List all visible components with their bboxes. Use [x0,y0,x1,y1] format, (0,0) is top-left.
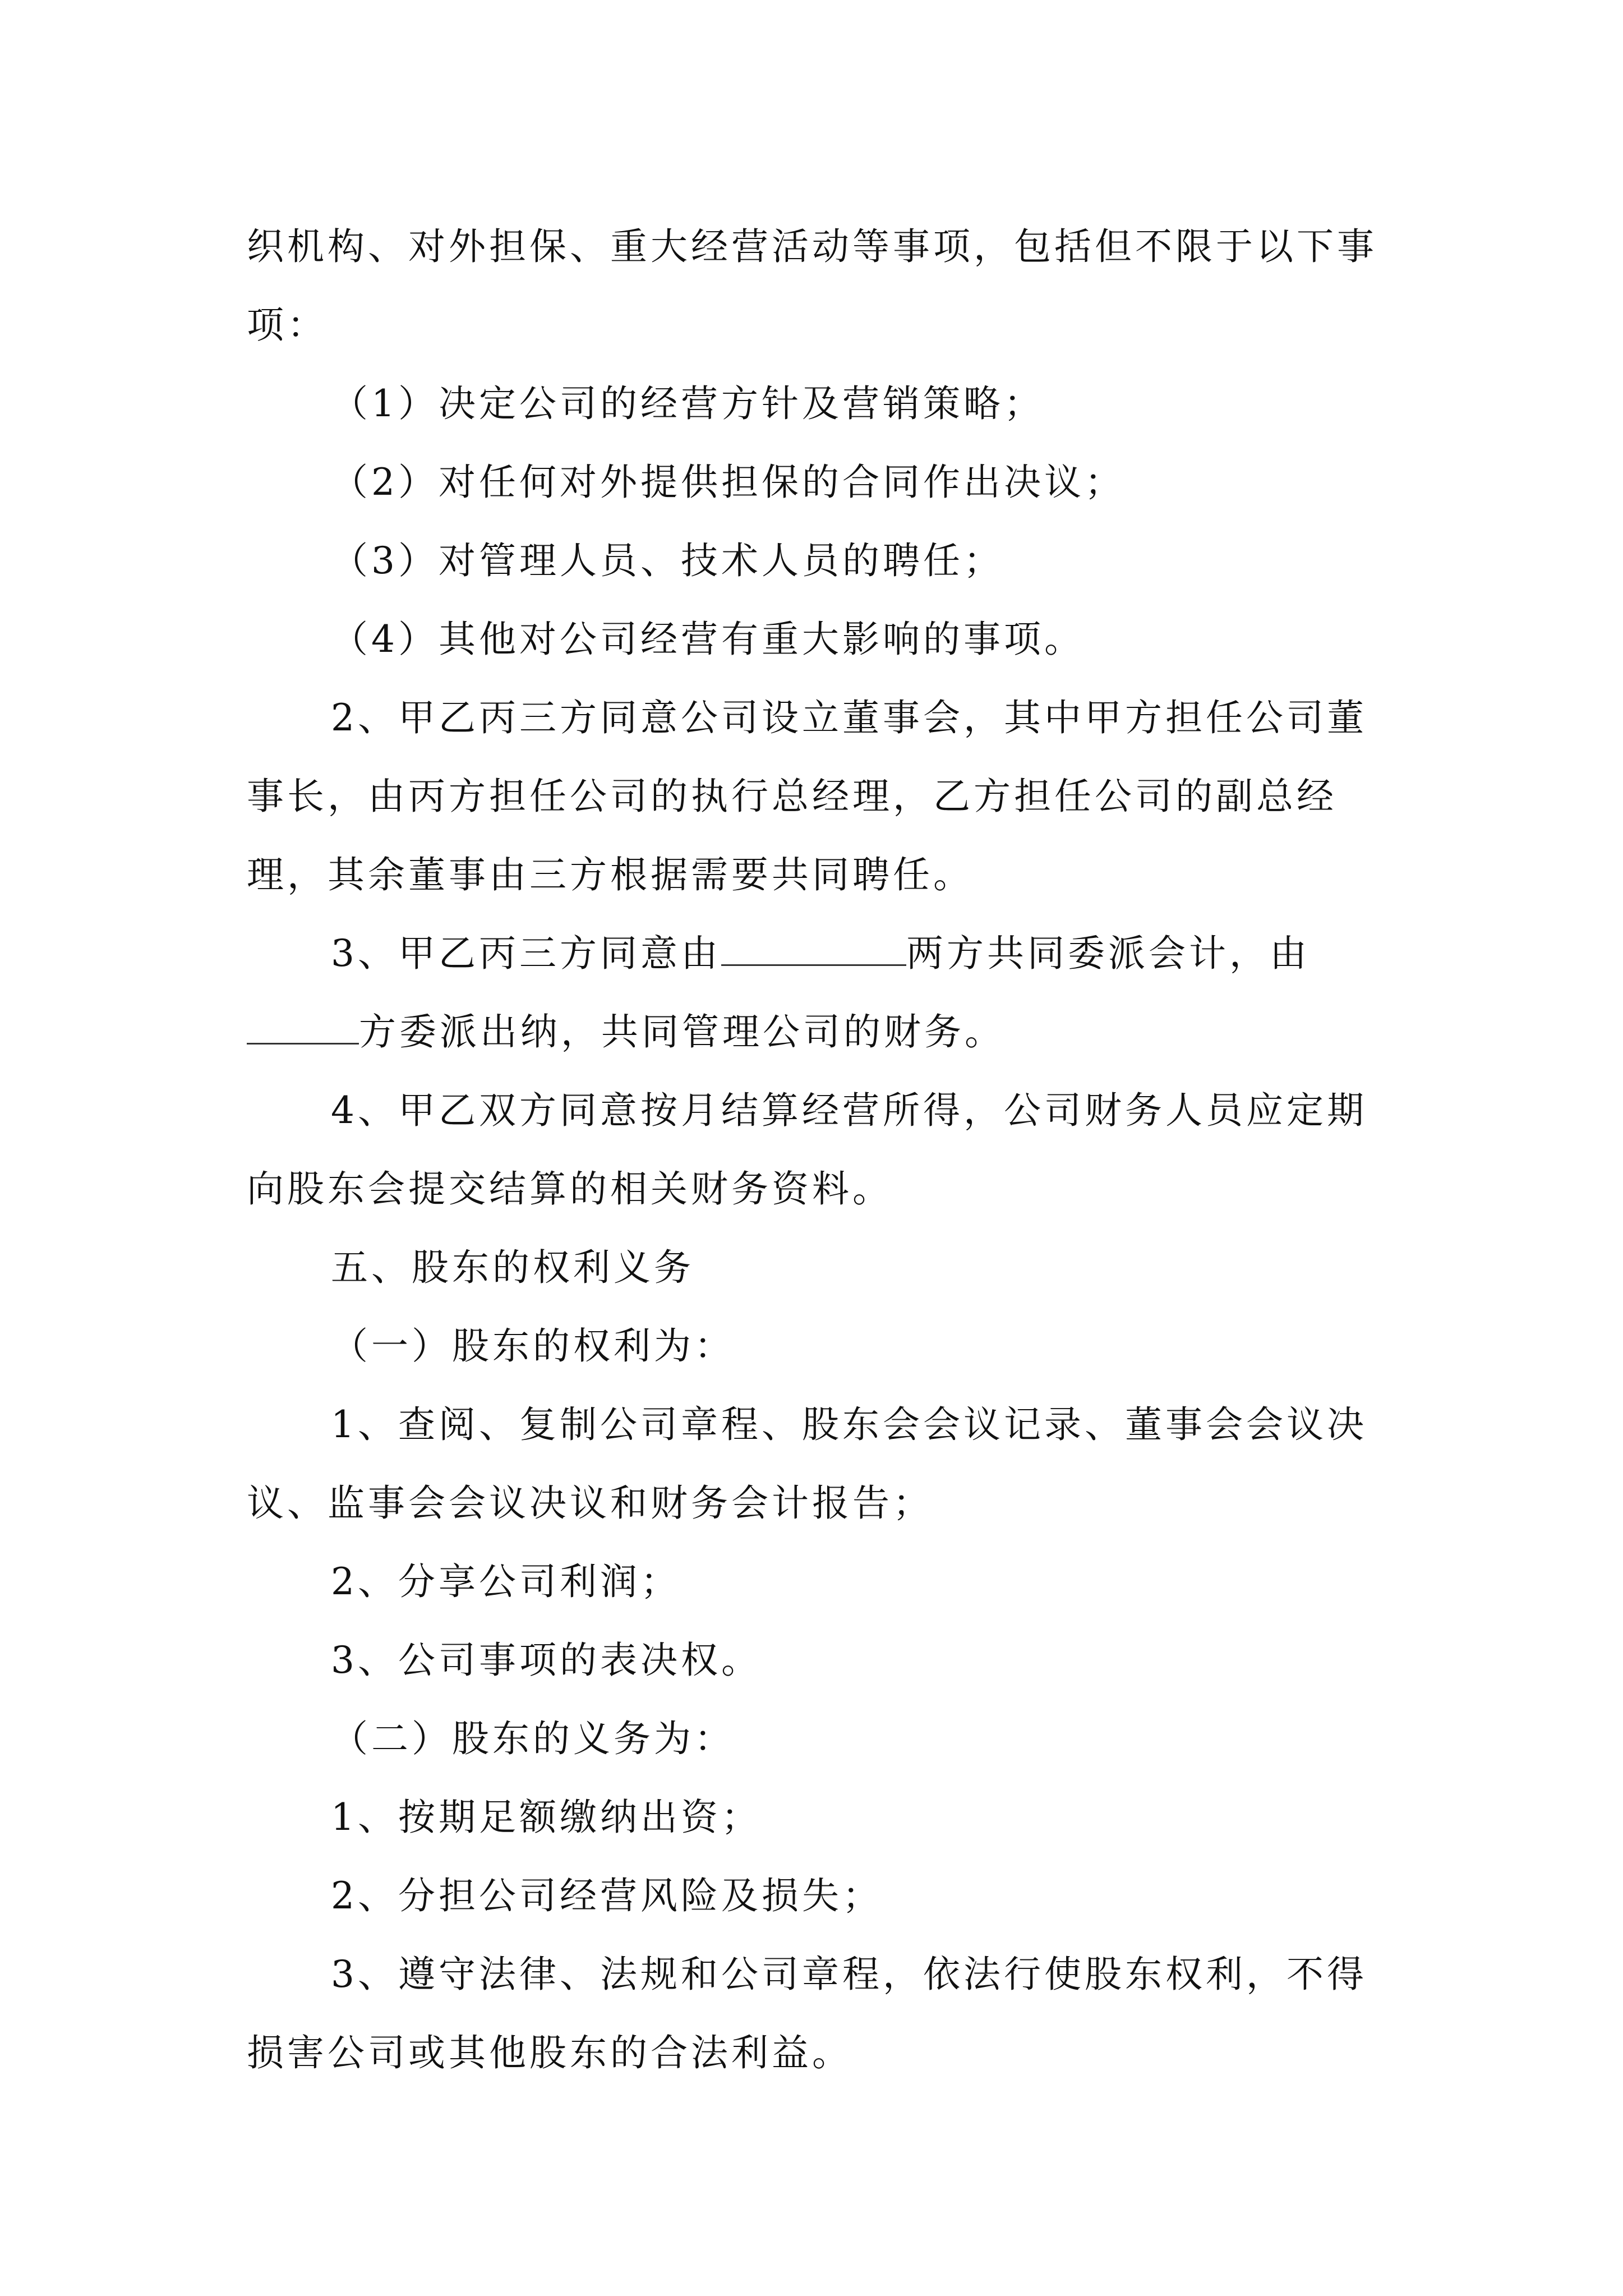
duty-item-comply-law: 3、遵守法律、法规和公司章程，依法行使股东权利，不得损害公司或其他股东的合法利益。 [247,1953,1367,2074]
list-item-guarantee-contracts: （2）对任何对外提供担保的合同作出决议； [331,461,1125,504]
duty-item-capital-contribution: 1、按期足额缴纳出资； [331,1796,762,1839]
fill-blank-accountant-parties [721,931,906,966]
list-item-staff-appointment: （3）对管理人员、技术人员的聘任； [331,539,1004,582]
clause-finance-staff [247,914,1385,1071]
right-item-voting: 3、公司事项的表决权。 [331,1639,762,1682]
list-item-business-policy: （1）决定公司的经营方针及营销策略； [331,382,1044,425]
list-item-other-matters: （4）其他对公司经营有重大影响的事项。 [331,618,1085,661]
document-body [247,208,1385,2092]
clause-finance-part1: 3、甲乙丙三方同意由 [331,932,721,975]
subsection-heading-duties: （二）股东的义务为： [331,1717,735,1760]
clause-monthly-settlement: 4、甲乙双方同意按月结算经营所得，公司财务人员应定期向股东会提交结算的相关财务资料。 [247,1089,1367,1211]
paragraph-continued-scope: 织机构、对外担保、重大经营活动等事项，包括但不限于以下事项： [247,225,1377,347]
section-heading-shareholder-rights-duties: 五、股东的权利义务 [331,1246,694,1289]
clause-board-of-directors: 2、甲乙丙三方同意公司设立董事会，其中甲方担任公司董事长，由丙方担任公司的执行总经理，乙方担任公司的副总经理，其余董事由三方根据需要共同聘任。 [247,696,1367,896]
subsection-heading-rights: （一）股东的权利为： [331,1324,735,1368]
clause-finance-part3: 方委派出纳，共同管理公司的财务。 [359,1010,1005,1053]
right-item-share-profit: 2、分享公司利润； [331,1560,681,1603]
right-item-inspect-records: 1、查阅、复制公司章程、股东会会议记录、董事会会议决议、监事会会议决议和财务会计报告； [247,1403,1367,1525]
duty-item-share-risk: 2、分担公司经营风险及损失； [331,1874,883,1917]
clause-finance-part2: 两方共同委派会计，由 [906,932,1310,975]
fill-blank-cashier-party [247,1009,359,1045]
